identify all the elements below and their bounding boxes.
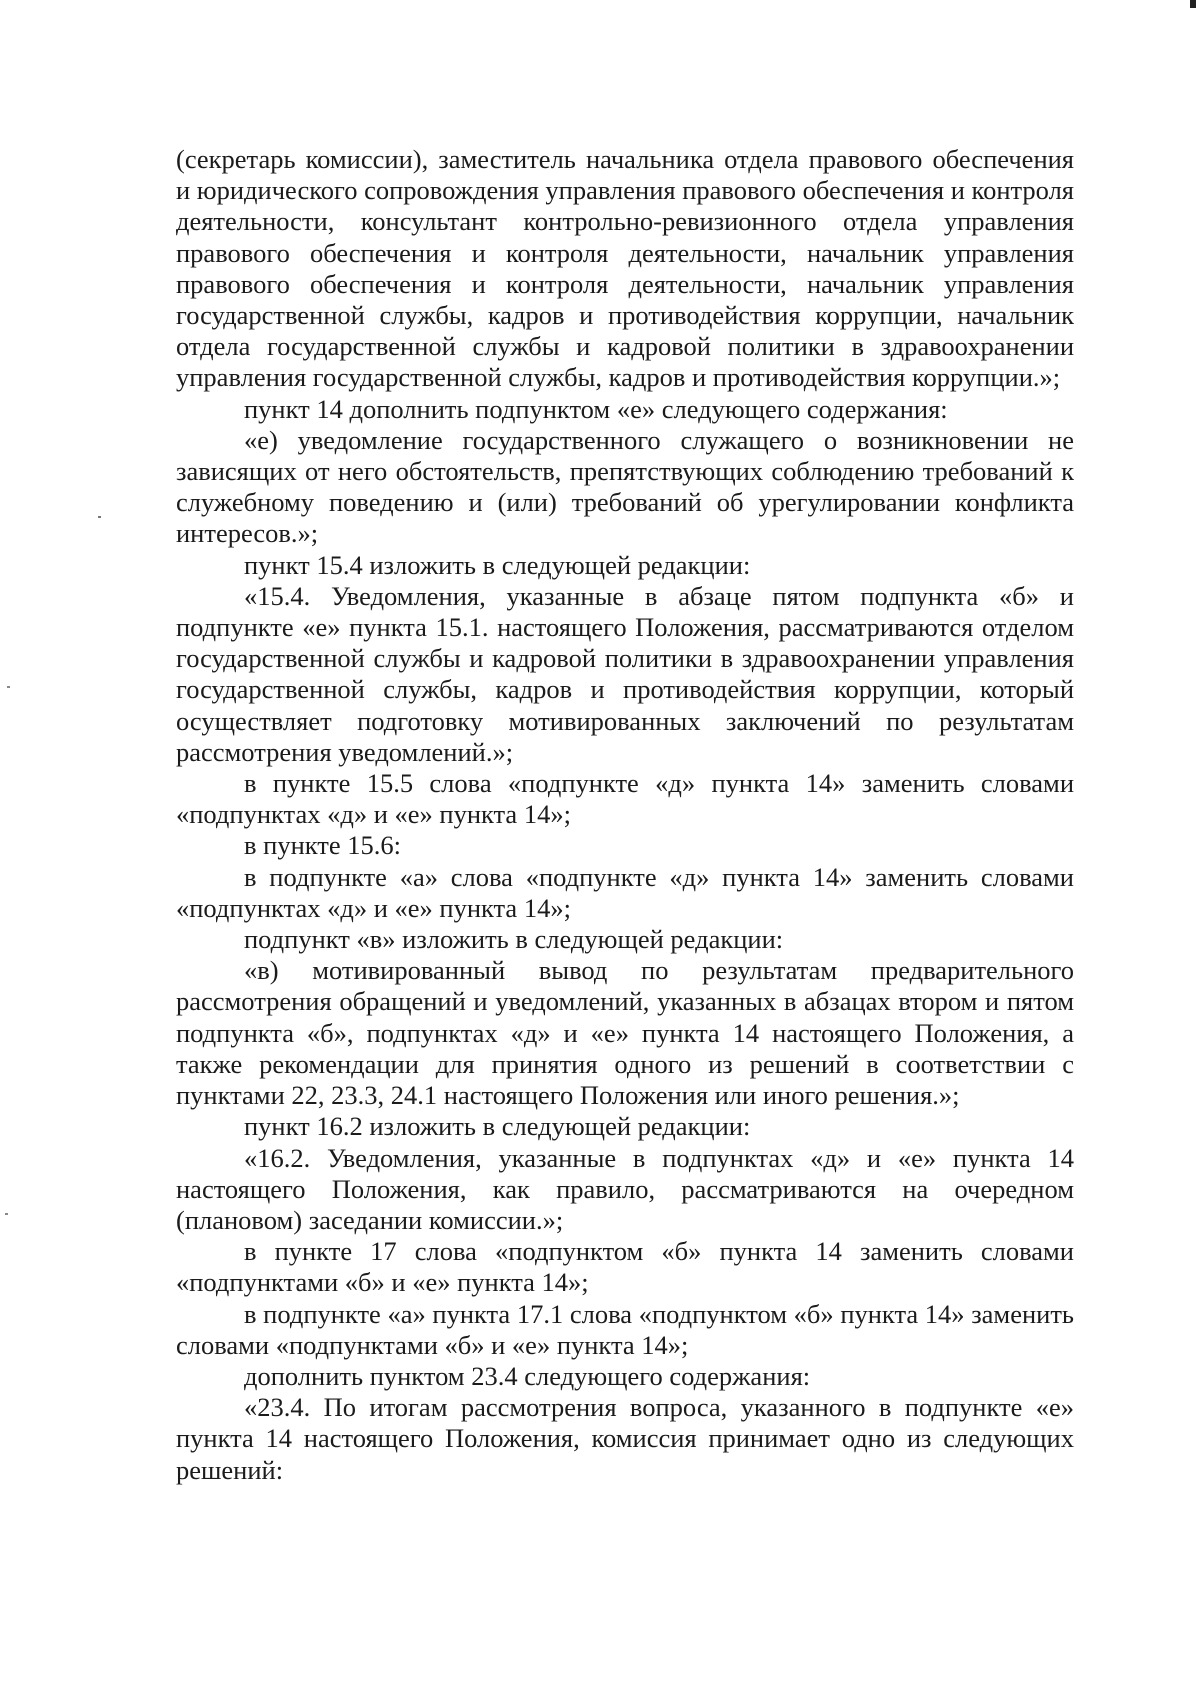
scan-mark	[7, 686, 10, 688]
paragraph: в пункте 15.5 слова «подпункте «д» пункта 14» заменить словами «подпунктах «д» и «е» пункта 14»;	[176, 768, 1074, 830]
paragraph: в подпункте «а» слова «подпункте «д» пункта 14» заменить словами «подпунктах «д» и «е» пункта 14»;	[176, 861, 1074, 923]
paragraph: пункт 14 дополнить подпунктом «е» следующего содержания:	[244, 393, 948, 424]
paragraph: дополнить пунктом 23.4 следующего содержания:	[244, 1360, 811, 1391]
paragraph: «23.4. По итогам рассмотрения вопроса, указанного в подпункте «е» пункта 14 настоящего Положения, комиссия принимает одно из следующих решений:	[176, 1392, 1074, 1485]
paragraph: пункт 15.4 изложить в следующей редакции:	[244, 549, 751, 580]
paragraph: «15.4. Уведомления, указанные в абзаце пятом подпункта «б» и подпункте «е» пункта 15.1. настоящего Положения, рассматриваются отделом государственной службы и кадровой политики в здравоохранении управления государственной службы, кадров и противодействия коррупции, который осуществляет подготовку мотивированных заключений по результатам рассмотрения уведомлений.»;	[176, 580, 1074, 767]
scan-mark	[1190, 0, 1196, 8]
scan-mark	[98, 516, 101, 518]
paragraph: «е) уведомление государственного служащего о возникновении не зависящих от него обстоятельств, препятствующих соблюдению требований к служебному поведению и (или) требований об урегулировании конфликта интересов.»;	[176, 424, 1074, 549]
paragraph: «в) мотивированный вывод по результатам предварительного рассмотрения обращений и уведомлений, указанных в абзацах втором и пятом подпункта «б», подпунктах «д» и «е» пункта 14 настоящего Положения, а также рекомендации для принятия одного из решений в соответствии с пунктами 22, 23.3, 24.1 настоящего Положения или иного решения.»;	[176, 955, 1074, 1111]
document-body	[176, 144, 1074, 1486]
paragraph: подпункт «в» изложить в следующей редакции:	[244, 924, 784, 955]
paragraph: (секретарь комиссии), заместитель начальника отдела правового обеспечения и юридического сопровождения управления правового обеспечения и контроля деятельности, консультант контрольно-ревизионного отдела управления правового обеспечения и контроля деятельности, начальник управления правового обеспечения и контроля деятельности, начальник управления государственной службы, кадров и противодействия коррупции, начальник отдела государственной службы и кадровой политики в здравоохранении управления государственной службы, кадров и противодействия коррупции.»;	[176, 144, 1074, 393]
paragraph: в пункте 17 слова «подпунктом «б» пункта 14 заменить словами «подпунктами «б» и «е» пункта 14»;	[176, 1236, 1074, 1298]
paragraph: «16.2. Уведомления, указанные в подпунктах «д» и «е» пункта 14 настоящего Положения, как правило, рассматриваются на очередном (плановом) заседании комиссии.»;	[176, 1142, 1074, 1235]
paragraph: в пункте 15.6:	[244, 830, 401, 861]
paragraph: пункт 16.2 изложить в следующей редакции:	[244, 1111, 751, 1142]
paragraph: в подпункте «а» пункта 17.1 слова «подпунктом «б» пункта 14» заменить словами «подпунктами «б» и «е» пункта 14»;	[176, 1298, 1074, 1360]
scan-mark	[5, 1213, 8, 1215]
